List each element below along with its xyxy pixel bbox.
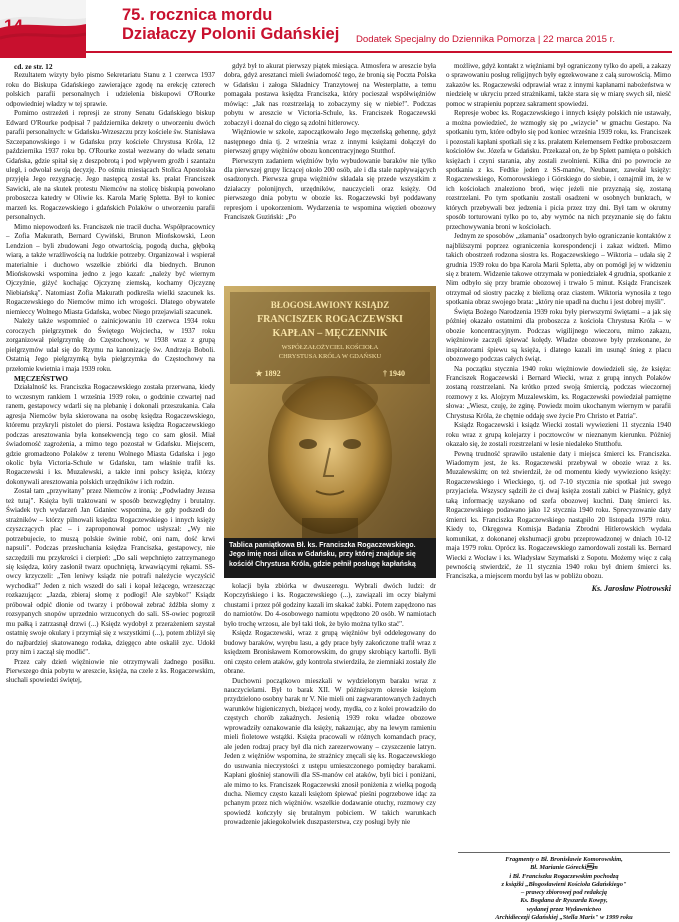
paragraph: Święta Bożego Narodzenia 1939 roku były pierwszymi świętami – a jak się później okazało ostatnimi dla proboszcza z kościoła Chrystusa Króla – w obozie koncentracyjnym. Podczas wigilijnego wieczoru, mimo zakazu, więźniowie zaczęli śpiewać kolędy. Władze obozowe były przekonane, że inspiratorami śpiewu są księża, i dlatego kazali im usunąć śnieg z placu obozowego podczas całych świąt. (446, 307, 671, 364)
paragraph: Został tam „przywitany" przez Niemców z ironią: „Podwładny Jezusa też tutaj". Księża byli traktowani w sposób bezwzględny i brutalny. Świadek tych wydarzeń Jan Gdaniec wspomina, że gdy podszedł do strażników – którzy pilnowali księdza Rogaczewskiego i innych księży czyszczących plac – i zaproponował pomoc usłyszał: „Wy nie potrzebujecie, to muszą polskie świnie robić, oni nam, dość krwi napsuli". Podczas przesłuchania księdza Franciszka, gestapowcy, nie szczędzili mu przykrości i cierpień: „Do sali wepchnięto zatrzymanego się księdza, który zasłonił twarz opuchniętą, krwawiącymi rękami. SS-owcy krzyczeli: „Ten leniwy ksiądz nie potrafi należycie wyczyścić wychodka!" Jeden z nich wszedł do sali i kopał leżącego, wrzeszcząc rozkazująco: „Jazda, zbieraj słomę z podłogi! Ale szybko!" Ksiądz próbował odpić dłonie od twarzy i próbował zebrać źdźbła słomy z rozsypanych snopów uprzednio wrzuconych do sali. SS-owiec pogroził mu pałką i zatrzasnął drzwi (...) Księdz wydobył z przerażeniem szystał ostatnię swoje okulary i przymiął się z wszystkimi (...), potem zbliżył się do najbardziej skatowanego rodaka, dzięgęco abte oskalił zyc. Udokł przy nim i zaczął się modlić". (6, 487, 215, 657)
paragraph: Pomimo ostrzeżeń i represji ze strony Senatu Gdańskiego biskup Edward O'Rourke podpisał 7 października dekrety o utworzeniu dwóch parafii personalnych: w Gdańsku-Wrzeszczu przy kościele św. Stanisława Szczepanowskiego i w Gdańsku przy kościele Chrystusa Króla, 12 października 1937 roku bp. O'Rourke został wezwany do władz senatu Gdańska, gdzie spitał się z deszpobrotą i pod wpływem groźb i szantażu uległ, i odwołał swoją decyzję. Po ośmiu miesiącach Stolica Apostolska przyjęła Jego rezygnację. Jego następcą został ks. prałat Franciszek Sawicki, ale na skutek protestu Niemców na stolicę biskupią powołano proboszcza katedry w Oliwie ks. Karola Marię Spletta. Był to koniec marzeń ks. Rogaczewskiego i gdańskich Polaków o utworzeniu parafii personalnych. (6, 109, 215, 222)
article-column-1 (6, 62, 215, 686)
paragraph: Pewną trudność sprawiło ustalenie daty i miejsca śmierci ks. Franciszka. Wiadomym jest, że ks. Rogaczewski przebywał w obozie wraz z ks. Muzalewskim; on też stwierdził, że od momentu kiedy wywieziono księży: Rogaczewskiego i Wieckiego, tj. od 7-10 stycznia nie spotkał już swego przyjaciela. Wszyscy sądzili że ci dwaj księża zostali zabici w Piaśnicy, gdyż taką informację uzyskano od szefa obozowej kuchni. Datę śmierci ks. Rogaczewskiego podawano jako 12 stycznia 1940 roku. Sprecyzowanie daty śmierci ks. Franciszka Rogaczewskiego nastąpiło 20 listopada 1979 roku. Kiedy to, Okręgowa Komisja Badania Zbrodni Hitlerowskich wydała komunikat, z dokonanej ekshumacji grobu przeprowadzonej w dniach 10-12 maja 1979 roku. Oprócz ks. Rogaczewskiego zamordowali zostali ks. Bernard Wiecki z Wocław i ks. Władysław Szymański z Sopotu. Możemy więc z całą pewnością stwierdzić, że 11 stycznia 1940 roku był dniem śmierci ks. Franciszka, a miejscem mordu był las w pobliżu obozu. (446, 449, 671, 581)
paragraph: Represje wobec ks. Rogaczewskiego i innych księży polskich nie ustawały, a można powiedzieć, że wzmogły się po „wizycie" w gmachu Gestapo. Na spotkaniu tym, które odbyło się pod koniec września 1939 roku, ks. Franciszek i pozostali kapłani spotkali się z ks. prałatem Kelemensem Fedtke proboszczem kościołów św. Józefa w Gdańsku. Przekazał on, że bp Splett pamięta o polskich księżach i czyni starania, aby zostali zwolnieni. Kilka dni po powrocie ze spotkania z ks. Fedtke jeden z SS-manów, Neubauer, zawołał księży: Rogaczewskiego, Komorowskiego i Górskiego do siebie, i oznajmił im, że w ich kościołach znaleziono broń, więc jeżeli nie przyznają się, zostaną rozstrzelani. Po tym spotkaniu zostali osadzeni w osobnych bunkrach, w których przebywali bez jedzenia i picia przez trzy dni. Był tam w okrutny sposób torturowani tylko po to, aby wymóc na nich przyznanie się do faktu przechowywania broni w kościołach. (446, 109, 671, 231)
credits-line: Bł. Marianie Góreckim (530, 864, 598, 872)
paragraph: Więźniowie w szkole, zapoczątkowało Jego męczeńską gehennę, gdyż następnego dnia tj. 2 września wraz z innymi księżami dołączył do pierwszej grupy więźniów obozu koncentracyjnego Stutthof. (224, 128, 436, 156)
continuation-note: cd. ze str. 12 (14, 62, 53, 71)
page-number: 14 (4, 16, 23, 35)
plaque-year-born: ★ 1892 (255, 369, 281, 378)
plaque-line-1: BŁOGOSŁAWIONY KSIĄDZ (270, 300, 390, 310)
plaque-line-4: WSPÓŁZAŁOŻYCIEL KOŚCIOŁA (281, 344, 379, 351)
author-signature: Ks. Jarosław Piotrowski (591, 583, 671, 593)
paragraph: gdyż był to akurat pierwszy piątek miesiąca. Atmosfera w areszcie była dobra, gdyż aresztanci mieli świadomość tego, że bronią się Poczta Polska w Gdańsku i załoga Składnicy Tranzytowej na Westerplatte, a temu pomagała postawa księdza Franciszka, który pocieszał współwięźniów mówiąc: „Jak nas rozstrzelają to zobaczymy się w niebie!". Podczas pobytu w areszcie w Victoria-Schule, ks. Franciszek Rogaczewski zobaczył i doznał do cięgo są zdolni hitlerowcy. (224, 62, 436, 127)
paragraph: Działalność ks. Franciszka Rogaczewskiego została przerwana, kiedy to wczesnym rankiem 1 września 1939 roku, o godzinie czwartej nad ranem, gestapowcy wdarli się na plebanię i dokonali przeszukania. Cała agresja Niemców była skierowana na osobę księdza Rogaczewskiego, któremu przykryli pistolet do piersi. Postawa księdza Rogaczewskiego podczas aresztowania była konsekwencją tego co sam głosił. Miał świadomość zagrożenia, a mimo tego pozostał w Gdańsku. Miejscem, gdzie gromadzono Polaków z terenu Wolnego Miasta Gdańska i jego okolic była Victoria-Schule w Gdańsku, tam właśnie trafił ks. Rogaczewski i ks. Muzalewski, a także inni polscy księża, którzy dokonywali aresztowania polskich urzędników i ich rodzin. (6, 383, 215, 486)
page-title (122, 6, 339, 44)
credits-line: wydanej przez Wydawnictwo (526, 905, 602, 913)
plaque-line-2: FRANCISZEK ROGACZEWSKI (257, 314, 403, 325)
section-heading: MĘCZEŃSTWO (14, 373, 68, 383)
photo-caption: Tablica pamiątkowa Bł. ks. Franciszka Rogaczewskiego. Jego imię nosi ulica w Gdańsku, przy której znajduje się kościół Chrystusa Króla, gdzie pełnił posługę kapłańską (224, 538, 436, 578)
plaque-image (224, 286, 436, 538)
paragraph: Księdz Rogaczewski, wraz z grupą więźniów był oddelegowany do budowy baraków, wyrębu lasu, a gdy prace były zakończone trafił wraz z księdzem Bronisławem Komorowskim, do grupy skrobiący kartofli. Byli oni często celem ataków, gdy kontrola stwierdziła, że ziemniaki zostały źle obrane. (224, 629, 436, 676)
credits-line: i Bł. Franciszku Rogaczewskim pochodzą (509, 872, 619, 880)
source-credits (458, 852, 670, 922)
paragraph: Jednym ze sposobów „złamania" osadzonych było ograniczanie kontaktów z najbliższymi poprzez ograniczenia korespondencji i zakaz widzeń. Mimo takich obostrzeń rodzona siostra ks. Rogaczewskiego – Wiktoria – udała się 2 grudnia 1939 roku do bpa Karola Marii Spletta, aby on pomógł jej w widzeniu się z bratem. Widzenie takowe otrzymała w poniedziałek 4 grudnia, spotkanie z Nim odbyło się przy bramie obozowej i trwało 5 minut. Ksiądz Franciszek otrzymał od siostry paczkę z bielizną oraz ciastem. Wiktoria wynosiła z tego spotkania obraz swojego brata: „który nie upadł na duchu i jest dobrej myśli". (446, 232, 671, 307)
paragraph: Ksiądz Rogaczewski i ksiądz Wiecki zostali wywiezieni 11 stycznia 1940 roku wraz z grupą kolejarzy i pocztowców w nieznanym kierunku. Później okazało się, że zostali rozstrzelani w lesie niedaleko Stutthofu. (446, 421, 671, 449)
page-header (0, 0, 679, 58)
title-line-1: 75. rocznica mordu (122, 6, 273, 24)
credits-line: z książki „Błogosławieni Kościoła Gdańskiego" (501, 880, 627, 888)
article-column-2 (224, 62, 436, 223)
paragraph: Należy także wspomnieć o zainicjowaniu 10 czerwca 1934 roku coroczych pielgrzymek do Świętego Wojciecha, w 1937 roku zorganizował pielgrzymkę do Częstochowy, w 1938 wraz z grupą pielgrzymów udał się do Rzymu na kanonizację św. Andrzeja Boboli. Ostatnią Jego pielgrzymką była pielgrzymka do Częstochowy na przełomie kwietnia i maja 1939 roku. (6, 317, 215, 373)
article-column-3 (446, 62, 671, 593)
paragraph: Pierwszym zadaniem więźniów było wybudowanie baraków nie tylko dla pierwszej grupy liczącej około 200 osób, ale i dla stale napływających osadzonych. Pierwsza grupa więźniów składała się przede wszystkim z działaczy polonijnych, urzędników, nauczycieli oraz księży. Od pierwszego dnia pobytu w obozie ks. Rogaczewski był poddawany represjom i upokorzeniom. Wydarzenia te wspomina więzień obozowy Franciszek Guziński: „Po (224, 156, 436, 222)
title-line-2: Działaczy Polonii Gdańskiej (122, 25, 340, 43)
credits-line: Archidiecezji Gdańskiej „Stella Maris" w 1999 roku (495, 914, 633, 922)
header-rule (86, 51, 672, 53)
plaque-line-5: CHRYSTUSA KRÓLA W GDAŃSKU (278, 353, 382, 360)
plaque-year-died: † 1940 (383, 369, 405, 378)
paragraph: Przez cały dzień więźniowie nie otrzymywali żadnego posiłku. Pierwszego dnia pobytu w areszcie, księża, na czele z ks. Rogaczewskim, słuchali spowiedzi świętej, (6, 657, 215, 685)
credits-line: Fragmenty o Bł. Bronisławie Komorowskim, (505, 856, 623, 863)
paragraph: Rezultatem wizyty było pismo Sekretariatu Stanu z 1 czerwca 1937 roku do Biskupa Gdańskiego zawierające zgodę na erekcję czterech polskich parafii personalnych i udzielenia biskupowi O'Rourke odpowiedniej władzy w tej sprawie. (6, 71, 215, 108)
header-subtitle: Dodatek Specjalny do Dziennika Pomorza | 22 marca 2015 r. (356, 34, 615, 45)
paragraph: Na początku stycznia 1940 roku więźniowie dowiedzieli się, że księża: Franciszek Rogaczewski i Bernard Wiecki, wraz z grupą innych Polaków zostaną rozstrzelani. Na krótko przed swoją śmiercią, podczas wieczornej rozmowy z ks. Alojzym Muzalewskim, ks. Rogaczewski powiedział pamiętne słowa: „Wiesz, czuję, że zginę. Powiedz moim ukochanym wiernym w parafii Chrystusa Króla, że chętnie oddaję swe życie Pro Christo et Patria". (446, 364, 671, 420)
paragraph: Duchowni początkowo mieszkali w wydzielonym baraku wraz z nauczycielami. Był to barak XII. W późniejszym okresie księżom przydzielono osobny barak nr V. Nie mieli oni zagwarantowanych żadnych warunków higienicznych, bieżącej wody, mydła, co z kolei prowadziło do częstych chorób zakaźnych. Jesienią 1939 roku władze obozowe wprowadziły oznakowanie dla księży, nakazując, aby na lewym ramieniu mieli fioletowe wstążki. Księża pracowali w różnych komandach pracy, ale jeden rodzaj pracy był dla nich zarezerwowany – czyszczenie latryn. Jeden z więźniów wspomina, że strażnicy znęcali się ks. Rogaczewskiego do usuwania nieczystości z ustępu umieszczonego pomiędzy barakami. Kapłani głośniej stanowili dla SS-manów cel ataków, byli bici i poniżani, ale mimo to ks. Franciszek Rogaczewski znosił poniżenia z wielką pogodą ducha. Niemcy często kazali księżom śpiewać pieśni pogrzebowe idąc za pchanym przez nich więźniów. wszelkie dodawanie otuchy, rozmowy czy spowiedź kończyły się brutalnym pobiciem. W takich warunkach prowadzenie jakiegokolwiek duszpasterstwa, czy posługi były nie (224, 676, 436, 827)
paragraph: Mimo niepowodzeń ks. Franciszek nie tracił ducha. Współpracownicy – Zofia Makurath, Bernard Cywiński, Brunon Miońskowski, Leon Lendzion – byli zbudowani Jego otwartością, pogodą ducha, głęboką wiarą, a także wrażliwością na ludzkie potrzeby. Organizował i wspierał materialnie i duchowo wszelkie zbiórki dla biednych. Brunon Miońskowski wspomina jedno z jego kazań: „należy być wiernym Ojczyźnie, giżyć kochając Ojczyznę ziemską, kochamy Ojczyznę Niebiańską". Natomiast Zofia Makurath podkreśla wielki szacunek ks. Rogaczewskiego do Niemców mimo ich wrogości. Dlatego obywatele niemieccy Wolnego Miasta Gdańska, wobec Niego przejawiali szacunek. (6, 222, 215, 316)
paragraph: kolacji była zbiórka w dwuszeregu. Wybrali dwóch ludzi: dr Kopczyńskiego i ks. Rogaczewskiego (...), zawiązali im oczy białymi chustami i przez pół godziny kazali im skakać żabki. Potem zapędzono nas do namiotów. Do 4-osobowego namiotu wpędzono 20 osób. W namiotach było trochę wrzosu, ale był taki tłok, że było można tylko stać". (224, 582, 436, 628)
credits-line: Ks. Bogdana dr Ryszarda Kowpy, (520, 897, 608, 905)
memorial-plaque-photo (224, 286, 436, 578)
paragraph: możliwe, gdyż kontakt z więźniami był ograniczony tylko do apeli, a zakazy o sprawowaniu posług religijnych były egzekwowane z całą surowością. Mimo zakazów ks. Rogaczewski odprawiał wraz z innymi kapłanami nabożeństwa w niedzielę w ukryciu przed strażnikami, także stara się w miarę swych sił, nieść pomoc w strapieniu poprzez sakrament spowiedzi. (446, 62, 671, 108)
plaque-line-3: KAPŁAN – MĘCZENNIK (272, 328, 388, 339)
article-column-2-continued (224, 582, 436, 828)
credits-line: – prawcy zbiorowej pod redakcją (521, 889, 607, 897)
